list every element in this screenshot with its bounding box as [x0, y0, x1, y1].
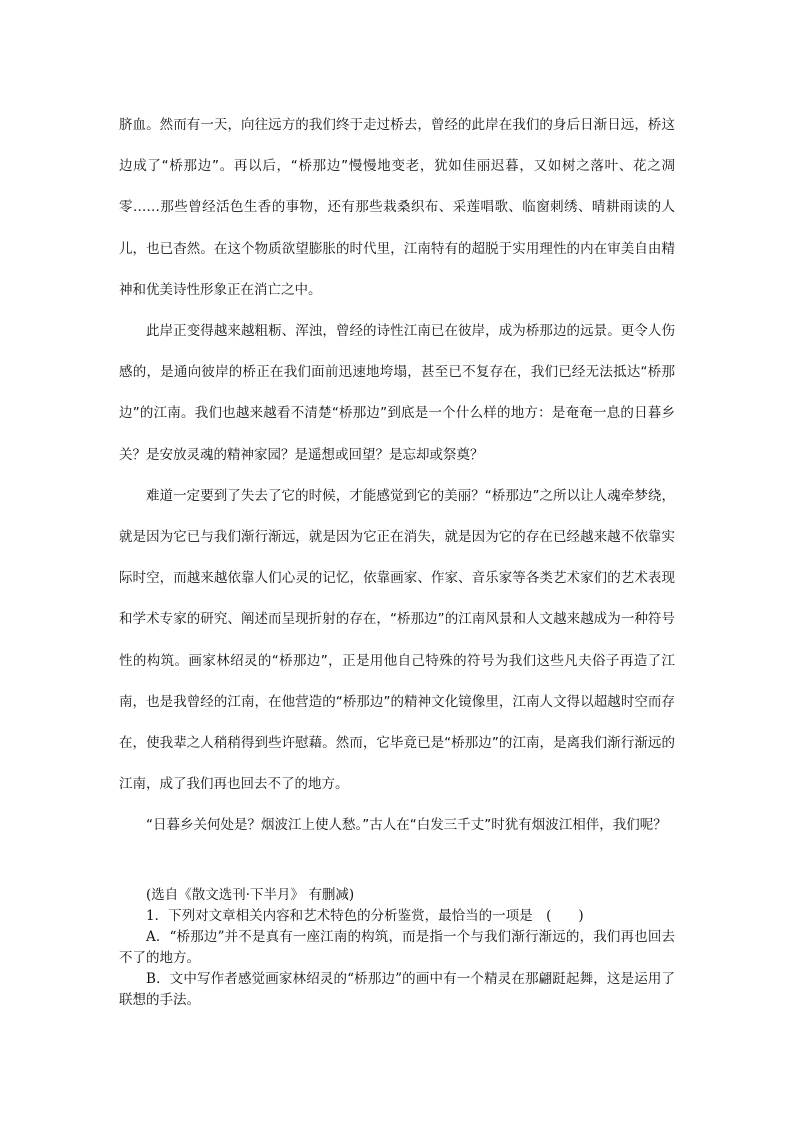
essay-paragraph-4: “日暮乡关何处是？烟波江上使人愁。”古人在“白发三千丈”时犹有烟波江相伴，我们呢？: [146, 817, 667, 834]
question-1-stem: 1．下列对文章相关内容和艺术特色的分析鉴赏，最恰当的一项是 ( ): [146, 908, 584, 924]
essay-paragraph-1: 脐血。然而有一天，向往远方的我们终于走过桥去，曾经的此岸在我们的身后日渐日远，桥这边成了“桥那边”。再以后，“桥那边”慢慢地变老，犹如佳丽迟暮，又如树之落叶、花之凋零……那些曾经活色生香的事物，还有那些栽桑织布、采莲唱歌、临窗刺绣、晴耕雨读的人儿，也已杳然。在这个物质欲望膨胀的时代里，江南特有的超脱于实用理性的内在审美自由精神和优美诗性形象正在消亡之中。: [119, 117, 675, 298]
essay-paragraph-2: 此岸正变得越来越粗粝、浑浊，曾经的诗性江南已在彼岸，成为桥那边的远景。更令人伤感的，是通向彼岸的桥正在我们面前迅速地垮塌，甚至已不复存在，我们已经无法抵达“桥那边”的江南。我们也越来越看不清楚“桥那边”到底是一个什么样的地方：是奄奄一息的日暮乡关？是安放灵魂的精神家园？是遥想或回望？是忘却或祭奠？: [119, 323, 675, 463]
essay-body: [119, 105, 675, 847]
question-section: [119, 885, 675, 1011]
essay-paragraph-3: 难道一定要到了失去了它的时候，才能感觉到它的美丽？“桥那边”之所以让人魂牵梦绕，就是因为它已与我们渐行渐远，就是因为它正在消失，就是因为它的存在已经越来越不依靠实际时空，而越来越依靠人们心灵的记忆，依靠画家、作家、音乐家等各类艺术家们的艺术表现和学术专家的研究、阐述而呈现折射的存在，“桥那边”的江南风景和人文越来越成为一种符号性的构筑。画家林绍灵的“桥那边”，正是用他自己特殊的符号为我们这些凡夫俗子再造了江南，也是我曾经的江南，在他营造的“桥那边”的精神文化镜像里，江南人文得以超越时空而存在，使我辈之人稍稍得到些许慰藉。然而，它毕竟已是“桥那边”的江南，是离我们渐行渐远的江南，成了我们再也回去不了的地方。: [119, 487, 675, 793]
question-1-option-a: A．“桥那边”并不是真有一座江南的构筑，而是指一个与我们渐行渐远的，我们再也回去不了的地方。: [119, 929, 675, 966]
source-citation: (选自《散文选刊·下半月》 有删减): [146, 887, 355, 903]
question-1-option-b: B．文中写作者感觉画家林绍灵的“桥那边”的画中有一个精灵在那翩跹起舞，这是运用了联想的手法。: [119, 971, 675, 1008]
